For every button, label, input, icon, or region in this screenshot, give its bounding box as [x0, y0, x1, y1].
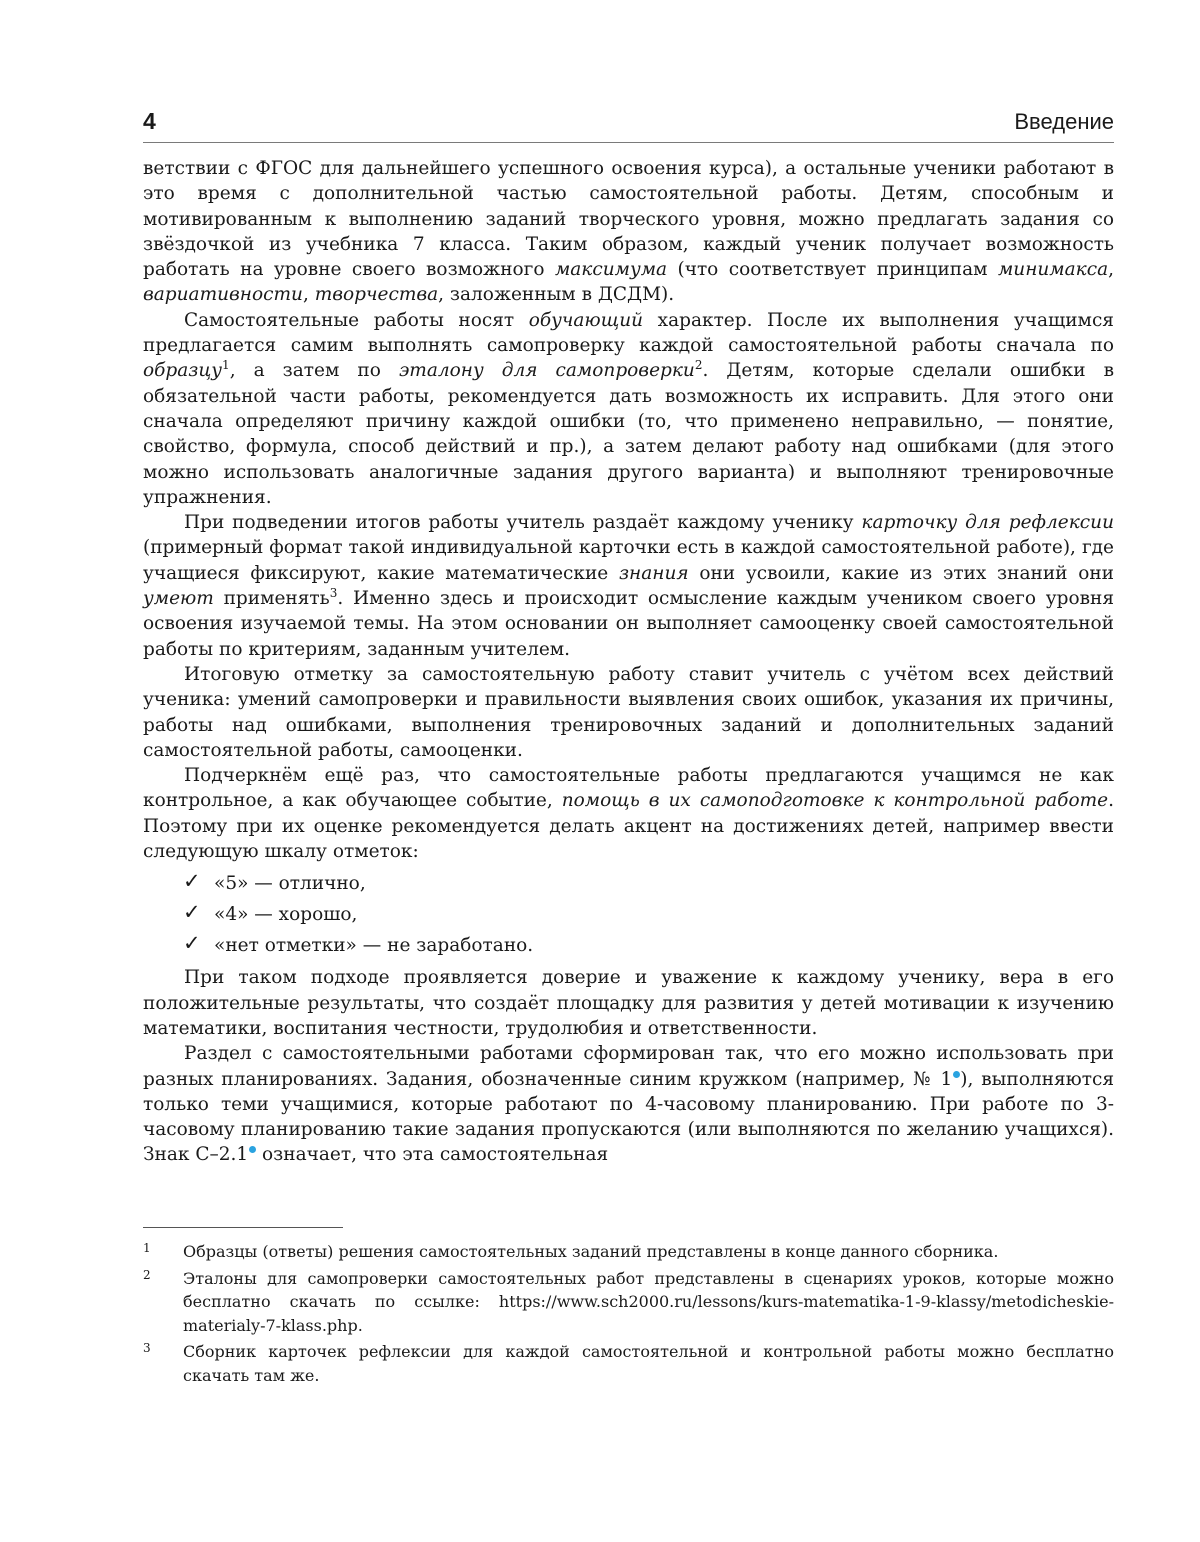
footnote-number: 1 [143, 1241, 151, 1255]
emphasis: умеют [143, 588, 214, 610]
body-text [143, 156, 1114, 1168]
emphasis: вариативности [143, 284, 303, 306]
emphasis: максимума [554, 259, 668, 281]
paragraph-3 [143, 510, 1114, 662]
footnote-divider [143, 1227, 343, 1228]
checkmark-icon: ✓ [183, 869, 201, 894]
list-item [183, 930, 1114, 961]
text-span: Раздел с самостоятельными работами сформирован так, что его можно использовать при разных планированиях. Задания, обозначенные синим кружком (например, № 1 [143, 1043, 1114, 1090]
footnote-text[interactable]: Эталоны для самопроверки самостоятельных работ представлены в сценариях уроков, которые можно бесплатно скачать по ссылке: https://www.sch2000.ru/lessons/kurs-matematika-1-9-klassy/metodicheskie-materialy-7-klass.php. [183, 1268, 1114, 1335]
emphasis: эталону для самопроверки [398, 360, 695, 382]
emphasis: творчества [314, 284, 439, 306]
running-title: Введение [1014, 109, 1114, 134]
grade-scale-list [143, 868, 1114, 961]
text-span: ветствии с ФГОС для дальнейшего успешного освоения курса), а остальные ученики работают в это время с дополнительной частью самостоятельной работы. Детям, способным и мотивированным к выполнению заданий творческого уровня, можно предлагать задания со звёздочкой из учебника 7 класса. Таким образом, каждый ученик получает возможность работать на уровне своего возможного [143, 158, 1114, 281]
list-item-text: «4» — хорошо, [214, 904, 358, 926]
paragraph-2 [143, 308, 1114, 510]
text-span: Самостоятельные работы носят [184, 309, 529, 331]
text-span: . Именно здесь и происходит осмысление каждым учеником своего уровня освоения изучаемой темы. На этом основании он выполняет самооценку своей самостоятельной работы по критериям, заданным учителем. [143, 588, 1114, 660]
footnote-number: 2 [143, 1267, 151, 1282]
footnote [143, 1240, 1114, 1264]
checkmark-icon: ✓ [183, 931, 201, 956]
paragraph-5 [143, 763, 1114, 864]
footnote-number: 3 [143, 1341, 151, 1355]
text-span: характер. После их выполнения учащимся предлагается самим выполнять самопроверку каждой самостоятельной работы сначала по [143, 309, 1114, 357]
footnote [143, 1340, 1114, 1387]
list-item [183, 868, 1114, 899]
list-item-text: «5» — отлично, [214, 873, 366, 895]
text-span: ), выполняются только теми учащимися, которые работают по 4-часовому планированию. При работе по 3-часовому планированию такие задания пропускаются (или выполняются по желанию учащихся). Знак С–2.1 [143, 1068, 1114, 1166]
paragraph-7 [143, 1041, 1114, 1167]
emphasis: минимакса [997, 259, 1109, 281]
list-item [183, 899, 1114, 930]
text-span: . Поэтому при их оценке рекомендуется делать акцент на достижениях детей, например ввести следующую шкалу отметок: [143, 790, 1114, 863]
emphasis: знания [618, 562, 689, 584]
text-span: Подчеркнём ещё раз, что самостоятельные работы предлагаются учащимся не как контрольное, а как обучающее событие, [143, 765, 1114, 812]
footnote-ref[interactable]: 2 [694, 358, 703, 373]
text-span: , [1108, 259, 1115, 281]
footnotes [143, 1240, 1114, 1390]
footnote-ref[interactable]: 3 [329, 585, 338, 600]
text-span: (примерный формат такой индивидуальной карточки есть в каждой самостоятельной работе), где учащиеся фиксируют, какие математические [143, 537, 1114, 584]
text-span: , а затем по [229, 360, 399, 382]
checkmark-icon: ✓ [183, 900, 201, 925]
paragraph-6: При таком подходе проявляется доверие и уважение к каждому ученику, вера в его положительные результаты, что создаёт площадку для развития у детей мотивации к изучению математики, воспитания честности, трудолюбия и ответственности. [143, 967, 1114, 1039]
emphasis: образцу [143, 360, 223, 382]
emphasis: карточку для рефлексии [861, 512, 1114, 534]
page-header [143, 106, 1114, 143]
text-span: означает, что эта самостоятельная [256, 1144, 609, 1166]
list-item-text: «нет отметки» — не заработано. [214, 935, 534, 957]
text-span: применять [213, 588, 330, 610]
emphasis: обучающий [528, 309, 644, 331]
document-page [143, 0, 1114, 1542]
paragraph-4: Итоговую отметку за самостоятельную работу ставит учитель с учётом всех действий ученика: умений самопроверки и правильности выявления своих ошибок, указания их причины, работы над ошибками, выполнения тренировочных заданий и дополнительных заданий самостоятельной работы, самооценки. [143, 663, 1114, 761]
text-span: . Детям, которые сделали ошибки в обязательной части работы, рекомендуется дать возможность их исправить. Для этого они сначала определяют причину каждой ошибки (то, что применено неправильно, — понятие, свойство, формула, способ действий и пр.), а затем делают работу над ошибками (для этого можно использовать аналогичные задания другого варианта) и выполняют тренировочные упражнения. [143, 360, 1114, 508]
footnote-text: Образцы (ответы) решения самостоятельных заданий представлены в конце данного сборника. [183, 1242, 999, 1261]
footnote-ref[interactable]: 1 [222, 358, 230, 373]
text-span: При подведении итогов работы учитель раздаёт каждому ученику [184, 512, 862, 534]
text-span: , [302, 284, 315, 306]
footnote-text: Сборник карточек рефлексии для каждой самостоятельной и контрольной работы можно бесплатно скачать там же. [183, 1342, 1114, 1385]
footnote [143, 1267, 1114, 1338]
text-span: (что соответствует принципам [667, 259, 998, 281]
text-span: , заложенным в ДСДМ). [438, 284, 675, 306]
text-span: они усвоили, какие из этих знаний они [688, 562, 1114, 584]
emphasis: помощь в их самоподготовке к контрольной работе [561, 790, 1109, 812]
page-number: 4 [143, 108, 156, 134]
paragraph-1 [143, 156, 1114, 308]
